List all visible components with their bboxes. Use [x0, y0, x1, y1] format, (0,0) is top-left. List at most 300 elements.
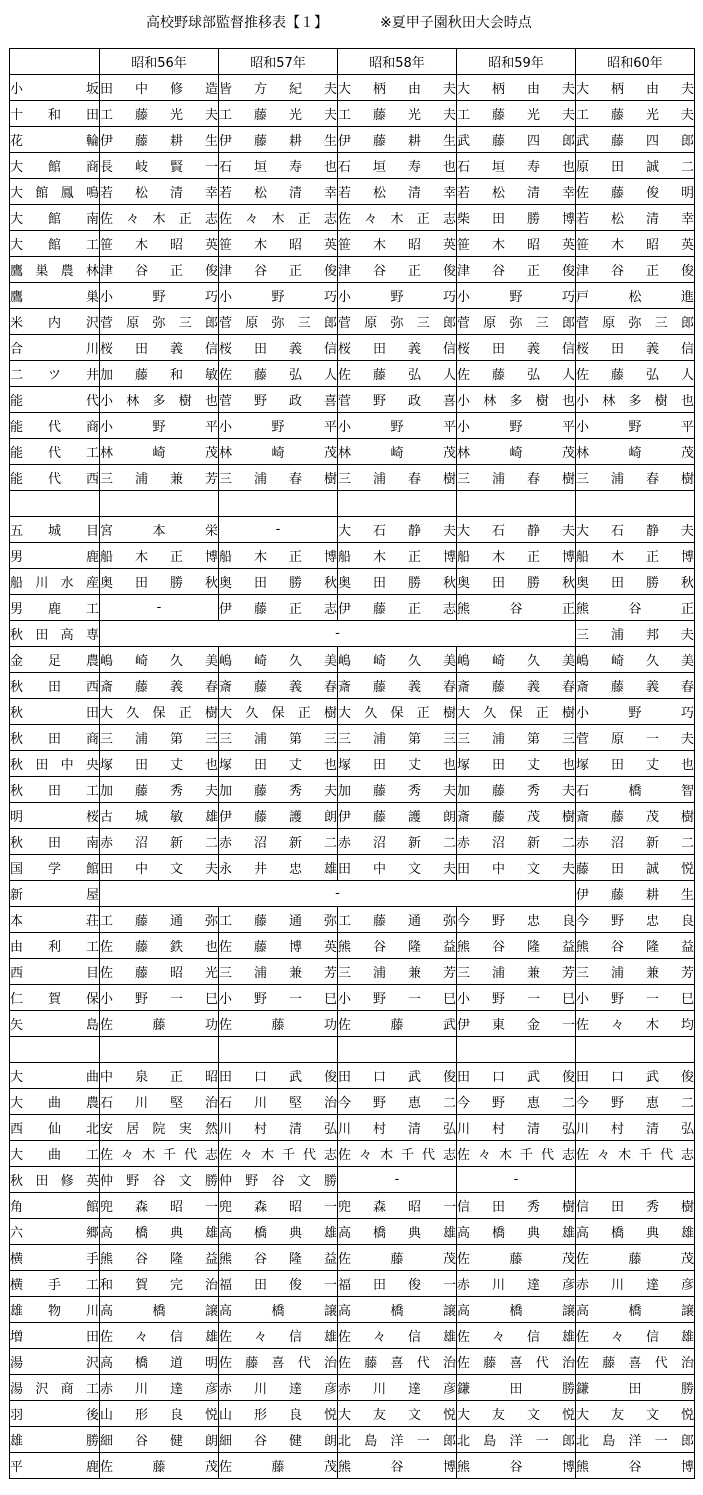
manager-name: 工藤光夫	[576, 101, 695, 127]
school-name: 鷹巣農林	[10, 257, 100, 283]
manager-name: 高橋譲	[219, 1297, 338, 1323]
table-row	[10, 647, 695, 673]
manager-name: 石川堅治	[100, 1089, 219, 1115]
empty-cell	[576, 491, 695, 517]
manager-name: 兜森昭一	[338, 1193, 457, 1219]
table-row	[10, 621, 695, 647]
school-name: 西目	[10, 959, 100, 985]
manager-name: 小野平	[457, 413, 576, 439]
manager-name: 大久保正樹	[338, 699, 457, 725]
table-row	[10, 959, 695, 985]
manager-name: 山形良悦	[219, 1401, 338, 1427]
manager-name: 伊藤耕生	[219, 127, 338, 153]
school-name: 男鹿	[10, 543, 100, 569]
absent-mark: -	[338, 1167, 457, 1193]
manager-name: 菅原弥三郎	[219, 309, 338, 335]
school-name: 能代工	[10, 439, 100, 465]
manager-name: 菅原弥三郎	[576, 309, 695, 335]
school-name: 横手	[10, 1245, 100, 1271]
manager-name: 加藤秀夫	[100, 777, 219, 803]
year-header: 昭和57年	[219, 49, 338, 75]
manager-name: 佐藤喜代治	[219, 1349, 338, 1375]
manager-name: 今野恵二	[457, 1089, 576, 1115]
school-name: 花輪	[10, 127, 100, 153]
manager-name: 津谷正俊	[219, 257, 338, 283]
manager-name: 武藤四郎	[576, 127, 695, 153]
manager-name: 高橋譲	[457, 1297, 576, 1323]
table-row	[10, 1245, 695, 1271]
manager-name: 赤沼新二	[219, 829, 338, 855]
manager-name: 熊谷隆益	[100, 1245, 219, 1271]
table-row	[10, 1089, 695, 1115]
manager-name: 熊谷博	[457, 1453, 576, 1479]
manager-name: 津谷正俊	[338, 257, 457, 283]
manager-name: 塚田丈也	[338, 751, 457, 777]
manager-name: 石川堅治	[219, 1089, 338, 1115]
manager-name: 長岐賢一	[100, 153, 219, 179]
manager-name: 佐々木千代志	[219, 1141, 338, 1167]
manager-name: 佐藤博英	[219, 933, 338, 959]
table-row	[10, 985, 695, 1011]
manager-name: 小野巧	[457, 283, 576, 309]
manager-name: 嶋崎久美	[219, 647, 338, 673]
table-row	[10, 829, 695, 855]
table-row	[10, 309, 695, 335]
absent-span: -	[100, 621, 576, 647]
manager-name: 奥田勝秋	[338, 569, 457, 595]
manager-name: 川村清弘	[219, 1115, 338, 1141]
manager-name: 佐々信雄	[219, 1323, 338, 1349]
header-row	[10, 49, 695, 75]
manager-name: 笹木昭英	[219, 231, 338, 257]
manager-name: 小野一巳	[457, 985, 576, 1011]
table-row	[10, 153, 695, 179]
manager-name: 戸松進	[576, 283, 695, 309]
manager-name: 石垣寿也	[457, 153, 576, 179]
manager-name: 佐々信雄	[338, 1323, 457, 1349]
school-name: 小坂	[10, 75, 100, 101]
manager-name: 船木正博	[338, 543, 457, 569]
manager-name: 若松清幸	[338, 179, 457, 205]
manager-name: 高橋譲	[338, 1297, 457, 1323]
manager-name: 三浦第三	[219, 725, 338, 751]
table-row	[10, 1063, 695, 1089]
manager-name: 高橋典雄	[576, 1219, 695, 1245]
manager-name: 津谷正俊	[100, 257, 219, 283]
school-name: 鷹巣	[10, 283, 100, 309]
manager-name: 佐藤弘人	[576, 361, 695, 387]
page-header	[0, 12, 703, 34]
school-name: 大館工	[10, 231, 100, 257]
school-name: 二ツ井	[10, 361, 100, 387]
manager-name: 林崎茂	[219, 439, 338, 465]
school-name: 湯沢	[10, 1349, 100, 1375]
absent-mark: -	[100, 595, 219, 621]
school-name: 増田	[10, 1323, 100, 1349]
manager-name: 鎌田勝	[576, 1375, 695, 1401]
table-row	[10, 335, 695, 361]
empty-cell	[338, 491, 457, 517]
manager-name: 熊谷博	[576, 1453, 695, 1479]
manager-name: 三浦第三	[100, 725, 219, 751]
manager-name: 船木正博	[219, 543, 338, 569]
manager-name: 佐藤茂	[338, 1245, 457, 1271]
manager-name: 熊谷正	[576, 595, 695, 621]
school-name: 米内沢	[10, 309, 100, 335]
table-row	[10, 517, 695, 543]
manager-name: 鎌田勝	[457, 1375, 576, 1401]
manager-name: 熊谷隆益	[457, 933, 576, 959]
school-name: 秋田中央	[10, 751, 100, 777]
manager-name: 菅原弥三郎	[100, 309, 219, 335]
manager-name: 伊藤護朗	[338, 803, 457, 829]
manager-name: 田口武俊	[576, 1063, 695, 1089]
manager-name: 佐々木正志	[338, 205, 457, 231]
manager-name: 斎藤義春	[338, 673, 457, 699]
manager-name: 若松清幸	[100, 179, 219, 205]
table-row	[10, 101, 695, 127]
absent-mark: -	[219, 517, 338, 543]
table-row	[10, 413, 695, 439]
manager-name: 中泉正昭	[100, 1063, 219, 1089]
manager-name: 高橋典雄	[338, 1219, 457, 1245]
school-name: 由利工	[10, 933, 100, 959]
school-name: 男鹿工	[10, 595, 100, 621]
manager-name: 若松清幸	[219, 179, 338, 205]
absent-span: -	[100, 881, 576, 907]
manager-name: 伊藤耕生	[338, 127, 457, 153]
manager-name: 大久保正樹	[219, 699, 338, 725]
manager-name: 嶋崎久美	[457, 647, 576, 673]
manager-name: 赤川達彦	[100, 1375, 219, 1401]
manager-name: 嶋崎久美	[100, 647, 219, 673]
manager-name: 工藤通弥	[219, 907, 338, 933]
manager-name: 三浦兼芳	[100, 465, 219, 491]
manager-name: 大石静夫	[338, 517, 457, 543]
table-row	[10, 777, 695, 803]
school-name: 合川	[10, 335, 100, 361]
school-name: 湯沢商工	[10, 1375, 100, 1401]
manager-name: 菅原弥三郎	[338, 309, 457, 335]
manager-name: 大友文悦	[338, 1401, 457, 1427]
table-row	[10, 855, 695, 881]
empty-cell	[10, 1037, 100, 1063]
manager-name: 宮本栄	[100, 517, 219, 543]
manager-name: 佐々木均	[576, 1011, 695, 1037]
table-row	[10, 127, 695, 153]
school-name: 大館商	[10, 153, 100, 179]
table-row	[10, 1193, 695, 1219]
manager-name: 林崎茂	[100, 439, 219, 465]
manager-name: 三浦兼芳	[457, 959, 576, 985]
school-name: 十和田	[10, 101, 100, 127]
manager-name: 津谷正俊	[457, 257, 576, 283]
school-name: 秋田商	[10, 725, 100, 751]
table-row	[10, 75, 695, 101]
table-row	[10, 1323, 695, 1349]
table-row	[10, 1349, 695, 1375]
manager-name: 佐藤功	[219, 1011, 338, 1037]
manager-name: 佐々木正志	[100, 205, 219, 231]
manager-name: 工藤光夫	[338, 101, 457, 127]
manager-name: 武藤四郎	[457, 127, 576, 153]
manager-name: 赤沼新二	[338, 829, 457, 855]
school-name: 雄物川	[10, 1297, 100, 1323]
manager-name: 細谷健朗	[100, 1427, 219, 1453]
manager-name: 桜田義信	[100, 335, 219, 361]
manager-name: 佐々信雄	[457, 1323, 576, 1349]
manager-name: 兜森昭一	[219, 1193, 338, 1219]
manager-name: 三浦兼芳	[219, 959, 338, 985]
table-row	[10, 699, 695, 725]
empty-cell	[100, 1037, 219, 1063]
school-name: 秋田	[10, 699, 100, 725]
manager-name: 石垣寿也	[219, 153, 338, 179]
manager-name: 笹木昭英	[100, 231, 219, 257]
manager-name: 斎藤茂樹	[576, 803, 695, 829]
manager-name: 加藤秀夫	[219, 777, 338, 803]
manager-name: 大友文悦	[576, 1401, 695, 1427]
school-name: 西仙北	[10, 1115, 100, 1141]
manager-name: 和賀完治	[100, 1271, 219, 1297]
manager-name: 工藤通弥	[338, 907, 457, 933]
manager-name: 嶋崎久美	[576, 647, 695, 673]
manager-name: 田中文夫	[100, 855, 219, 881]
manager-name: 佐藤茂	[576, 1245, 695, 1271]
manager-name: 斎藤義春	[219, 673, 338, 699]
manager-name: 小野巧	[219, 283, 338, 309]
table-row	[10, 1141, 695, 1167]
manager-name: 三浦春樹	[219, 465, 338, 491]
manager-name: 小林多樹也	[457, 387, 576, 413]
table-row	[10, 361, 695, 387]
manager-name: 佐藤弘人	[338, 361, 457, 387]
manager-name: 佐藤喜代治	[576, 1349, 695, 1375]
manager-name: 佐藤弘人	[219, 361, 338, 387]
school-name: 秋田高専	[10, 621, 100, 647]
manager-name: 三浦兼芳	[338, 959, 457, 985]
table-body	[10, 75, 695, 1479]
manager-name: 三浦邦夫	[576, 621, 695, 647]
year-header: 昭和56年	[100, 49, 219, 75]
school-name: 角館	[10, 1193, 100, 1219]
school-name: 平鹿	[10, 1453, 100, 1479]
table-row	[10, 1167, 695, 1193]
manager-name: 笹木昭英	[338, 231, 457, 257]
manager-name: 小野平	[576, 413, 695, 439]
manager-name: 佐藤茂	[457, 1245, 576, 1271]
manager-name: 今野忠良	[576, 907, 695, 933]
school-name: 秋田西	[10, 673, 100, 699]
school-name: 能代商	[10, 413, 100, 439]
manager-name: 田中文夫	[338, 855, 457, 881]
year-header: 昭和58年	[338, 49, 457, 75]
manager-name: 田中文夫	[457, 855, 576, 881]
manager-name: 伊藤護朗	[219, 803, 338, 829]
manager-name: 田口武俊	[457, 1063, 576, 1089]
manager-name: 小林多樹也	[100, 387, 219, 413]
manager-name: 斎藤義春	[576, 673, 695, 699]
manager-name: 笹木昭英	[576, 231, 695, 257]
manager-name: 石橋智	[576, 777, 695, 803]
manager-name: 小野平	[338, 413, 457, 439]
manager-name: 赤川達彦	[457, 1271, 576, 1297]
year-header: 昭和59年	[457, 49, 576, 75]
manager-name: 笹木昭英	[457, 231, 576, 257]
manager-name: 小林多樹也	[576, 387, 695, 413]
year-header: 昭和60年	[576, 49, 695, 75]
table-row	[10, 257, 695, 283]
manager-name: 石垣寿也	[338, 153, 457, 179]
manager-name: 佐藤喜代治	[457, 1349, 576, 1375]
table-row	[10, 803, 695, 829]
manager-name: 三浦兼芳	[576, 959, 695, 985]
manager-name: 川村清弘	[338, 1115, 457, 1141]
manager-name: 嶋崎久美	[338, 647, 457, 673]
table-row	[10, 569, 695, 595]
manager-name: 古城敏雄	[100, 803, 219, 829]
school-name: 金足農	[10, 647, 100, 673]
manager-name: 佐藤武	[338, 1011, 457, 1037]
manager-name: 菅原一夫	[576, 725, 695, 751]
table-row	[10, 1297, 695, 1323]
manager-name: 赤沼新二	[576, 829, 695, 855]
school-name: 雄勝	[10, 1427, 100, 1453]
manager-name: 塚田丈也	[219, 751, 338, 777]
table-row	[10, 1427, 695, 1453]
header-corner	[10, 49, 100, 75]
manager-name: 佐藤俊明	[576, 179, 695, 205]
manager-name: 林崎茂	[457, 439, 576, 465]
manager-name: 佐藤昭光	[100, 959, 219, 985]
manager-name: 田口武俊	[338, 1063, 457, 1089]
manager-name: 原田誠二	[576, 153, 695, 179]
manager-name: 佐々木千代志	[100, 1141, 219, 1167]
section-gap-row	[10, 1037, 695, 1063]
manager-name: 佐藤功	[100, 1011, 219, 1037]
manager-name: 高橋譲	[100, 1297, 219, 1323]
manager-name: 小野巧	[576, 699, 695, 725]
manager-name: 船木正博	[457, 543, 576, 569]
manager-name: 藤田誠悦	[576, 855, 695, 881]
table-row	[10, 543, 695, 569]
manager-name: 工藤通弥	[100, 907, 219, 933]
school-name: 五城目	[10, 517, 100, 543]
manager-name: 三浦春樹	[338, 465, 457, 491]
empty-cell	[457, 1037, 576, 1063]
manager-name: 若松清幸	[576, 205, 695, 231]
manager-name: 高橋典雄	[100, 1219, 219, 1245]
manager-name: 小野平	[100, 413, 219, 439]
manager-name: 佐々信雄	[576, 1323, 695, 1349]
manager-name: 三浦第三	[457, 725, 576, 751]
empty-cell	[576, 1037, 695, 1063]
manager-name: 塚田丈也	[100, 751, 219, 777]
manager-name: 桜田義信	[219, 335, 338, 361]
manager-name: 塚田丈也	[457, 751, 576, 777]
manager-name: 信田秀樹	[576, 1193, 695, 1219]
manager-name: 大柄由夫	[338, 75, 457, 101]
table-row	[10, 179, 695, 205]
table-row	[10, 1375, 695, 1401]
empty-cell	[338, 1037, 457, 1063]
school-name: 秋田工	[10, 777, 100, 803]
manager-name: 伊藤耕生	[100, 127, 219, 153]
school-name: 能代	[10, 387, 100, 413]
manager-name: 大友文悦	[457, 1401, 576, 1427]
table-row	[10, 387, 695, 413]
empty-cell	[10, 491, 100, 517]
manager-name: 佐藤喜代治	[338, 1349, 457, 1375]
manager-name: 三浦第三	[338, 725, 457, 751]
manager-name: 高橋典雄	[457, 1219, 576, 1245]
manager-name: 若松清幸	[457, 179, 576, 205]
manager-name: 菅原弥三郎	[457, 309, 576, 335]
manager-name: 今野恵二	[338, 1089, 457, 1115]
school-name: 能代西	[10, 465, 100, 491]
school-name: 六郷	[10, 1219, 100, 1245]
manager-name: 今野忠良	[457, 907, 576, 933]
manager-name: 小野巧	[338, 283, 457, 309]
manager-name: 細谷健朗	[219, 1427, 338, 1453]
manager-name: 熊谷隆益	[219, 1245, 338, 1271]
manager-name: 三浦春樹	[457, 465, 576, 491]
table-row	[10, 1011, 695, 1037]
table-row	[10, 205, 695, 231]
manager-name: 今野恵二	[576, 1089, 695, 1115]
manager-name: 田口武俊	[219, 1063, 338, 1089]
table-row	[10, 907, 695, 933]
manager-name: 船木正博	[100, 543, 219, 569]
manager-name: 桜田義信	[576, 335, 695, 361]
manager-name: 塚田丈也	[576, 751, 695, 777]
manager-name: 熊谷隆益	[576, 933, 695, 959]
manager-name: 三浦春樹	[576, 465, 695, 491]
manager-name: 佐々信雄	[100, 1323, 219, 1349]
manager-name: 小野一巳	[100, 985, 219, 1011]
manager-name: 熊谷隆益	[338, 933, 457, 959]
table-row	[10, 595, 695, 621]
school-name: 大曲農	[10, 1089, 100, 1115]
manager-name: 赤沼新二	[100, 829, 219, 855]
manager-name: 大久保正樹	[100, 699, 219, 725]
manager-name	[576, 1167, 695, 1193]
school-name: 国学館	[10, 855, 100, 881]
manager-name: 信田秀樹	[457, 1193, 576, 1219]
school-name: 大館南	[10, 205, 100, 231]
school-name: 明桜	[10, 803, 100, 829]
manager-name: 津谷正俊	[576, 257, 695, 283]
manager-name: 斎藤義春	[457, 673, 576, 699]
manager-name: 佐々木正志	[219, 205, 338, 231]
manager-name: 奥田勝秋	[576, 569, 695, 595]
table-row	[10, 439, 695, 465]
school-name: 矢島	[10, 1011, 100, 1037]
empty-cell	[100, 491, 219, 517]
manager-name: 佐藤鉄也	[100, 933, 219, 959]
manager-name: 船木正博	[576, 543, 695, 569]
table-row	[10, 1115, 695, 1141]
manager-name: 山形良悦	[100, 1401, 219, 1427]
table-row	[10, 881, 695, 907]
manager-name: 福田俊一	[219, 1271, 338, 1297]
manager-name: 赤川達彦	[338, 1375, 457, 1401]
manager-name: 赤川達彦	[576, 1271, 695, 1297]
manager-name: 永井忠雄	[219, 855, 338, 881]
manager-name: 奥田勝秋	[219, 569, 338, 595]
manager-name: 皆方紀夫	[219, 75, 338, 101]
school-name: 大曲	[10, 1063, 100, 1089]
